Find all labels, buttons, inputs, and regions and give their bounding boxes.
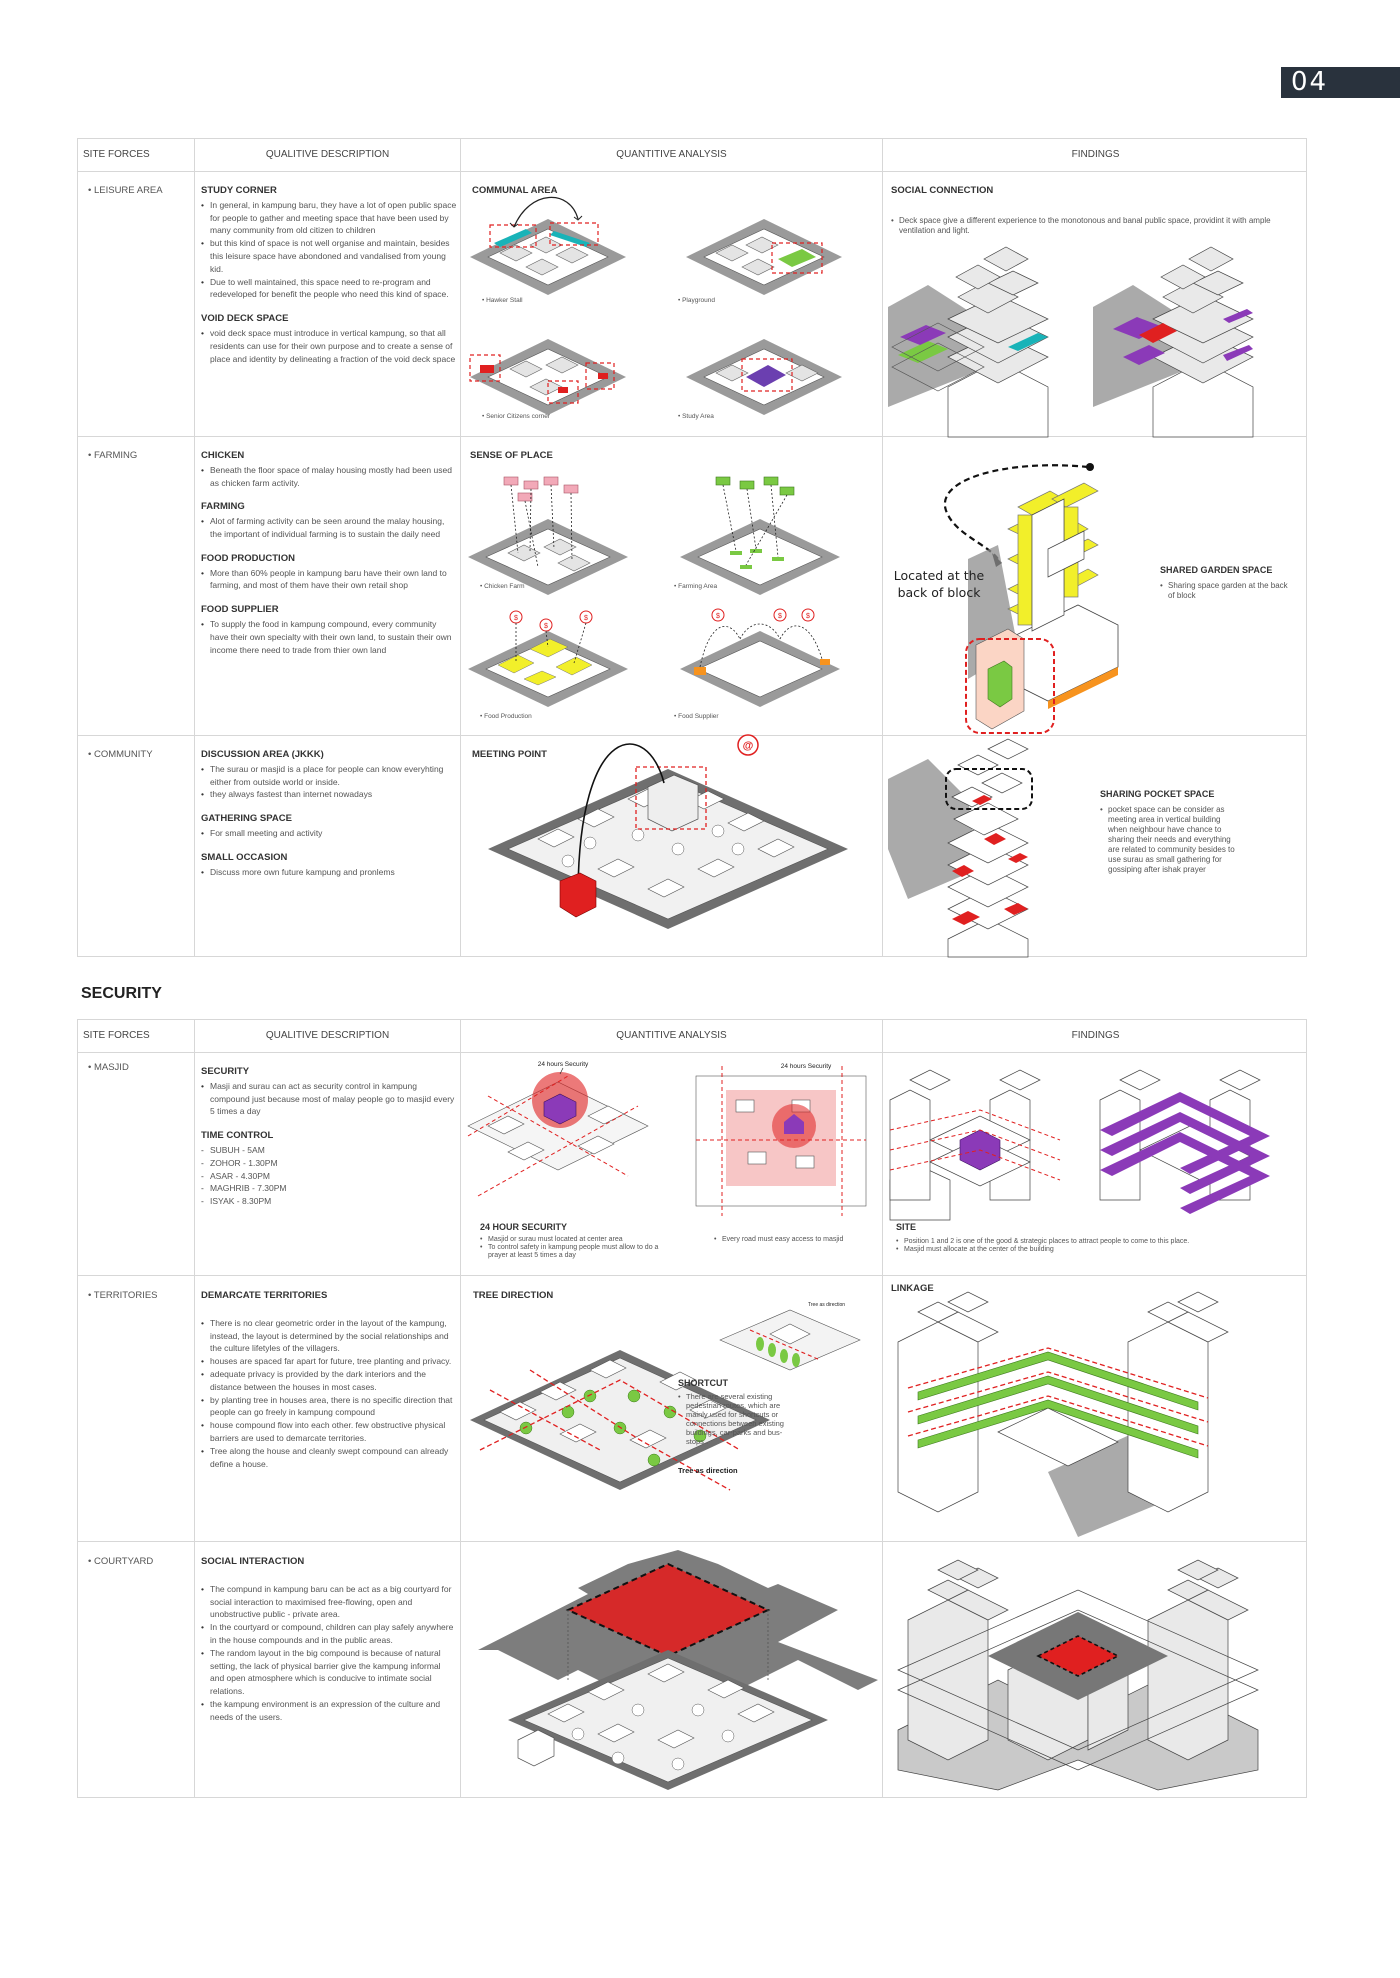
column-divider	[882, 1020, 883, 1797]
linkage-title: LINKAGE	[891, 1283, 934, 1294]
gathering-title: GATHERING SPACE	[201, 813, 292, 825]
hour-security-text: • Masjid or surau must located at center area • To control safety in kampung people must allow to do a prayer at least 5 times a day	[480, 1236, 670, 1260]
at-symbol: @	[742, 740, 754, 752]
list-item: • they always fastest than internet nowadays	[201, 788, 457, 801]
caption-study-area: • Study Area	[678, 413, 714, 420]
list-item: • Beneath the floor space of malay housing mostly had been used as chicken farm activity.	[201, 464, 457, 490]
header-quantitative: QUANTITIVE ANALYSIS	[616, 1030, 727, 1041]
list-item: • Tree along the house and cleanly swept compound can already define a house.	[201, 1445, 457, 1471]
row-divider	[78, 171, 1306, 172]
communal-area-title: COMMUNAL AREA	[472, 185, 558, 196]
courtyard-tower-diagram	[898, 1560, 1298, 1790]
territories-description	[201, 1290, 457, 1470]
site-force-courtyard: • COURTYARD	[88, 1556, 154, 1567]
road-access-text: • Every road must easy access to masjid	[714, 1236, 874, 1244]
header-findings: FINDINGS	[1071, 149, 1120, 160]
site-force-farming: • FARMING	[88, 450, 138, 461]
located-label: Located at the back of block	[893, 568, 985, 600]
site-title: SITE	[896, 1222, 917, 1232]
svg-text:$: $	[806, 613, 810, 620]
list-item: - SUBUH - 5AM	[201, 1144, 457, 1157]
site-force-territories: • TERRITORIES	[88, 1290, 158, 1301]
row-divider	[78, 1275, 1306, 1276]
list-item: • adequate privacy is provided by the dark interiors and the distance between the houses in most cases.	[201, 1368, 457, 1394]
header-site-forces: SITE FORCES	[83, 1030, 150, 1041]
list-item: • but this kind of space is not well organise and maintain, besides this leisure space have abondoned and vandalised from young kid.	[201, 237, 457, 275]
farming-description	[201, 450, 457, 656]
list-item: • Alot of farming activity can be seen around the malay housing, the important of individual farming is to sustain the daily need	[201, 515, 457, 541]
pocket-space-title: SHARING POCKET SPACE	[1100, 789, 1215, 799]
column-divider	[882, 139, 883, 956]
row-divider	[78, 1541, 1306, 1542]
void-deck-title: VOID DECK SPACE	[201, 313, 289, 325]
tag-24h-left: 24 hours Security	[537, 1061, 589, 1068]
security-title: SECURITY	[201, 1066, 250, 1077]
header-qualitative: QUALITIVE DESCRIPTION	[265, 149, 390, 160]
list-item: • houses are spaced far apart for future, tree planting and privacy.	[201, 1355, 457, 1368]
sense-of-place-title: SENSE OF PLACE	[470, 450, 553, 461]
list-item: • by planting tree in houses area, there is no specific direction that people can go freely in kampung compound	[201, 1394, 457, 1420]
list-item: • In the courtyard or compound, children can play safely anywhere in the house compounds and in the public areas.	[201, 1621, 457, 1647]
list-item: • house compound flow into each other. few obstructive physical barriers are used to demarcate territories.	[201, 1419, 457, 1445]
header-site-forces: SITE FORCES	[83, 149, 150, 160]
list-item: • More than 60% people in kampung baru have their own land to farming, and most of them have their own retail shop	[201, 567, 457, 593]
row-divider	[78, 1052, 1306, 1053]
svg-text:$: $	[584, 615, 588, 622]
discussion-title: DISCUSSION AREA (JKKK)	[201, 749, 324, 760]
courtyard-diagram	[478, 1550, 878, 1795]
list-item: - MAGHRIB - 7.30PM	[201, 1182, 457, 1195]
meeting-point-diagram	[478, 739, 878, 957]
social-connection-text: • Deck space give a different experience to the monotonous and banal public space, providint it with ample ventilation and light.	[891, 216, 1271, 236]
caption-senior-citizens: • Senior Citizens corner	[482, 413, 551, 420]
study-corner-title: STUDY CORNER	[201, 185, 277, 196]
caption-chicken-farm: • Chicken Farm	[480, 583, 525, 590]
tree-direction-diagram	[470, 1300, 880, 1530]
site-forces-table	[77, 138, 1307, 957]
page-number-tab: 04	[1281, 67, 1400, 98]
header-findings: FINDINGS	[1071, 1030, 1120, 1041]
tag-24h-right: 24 hours Security	[780, 1063, 832, 1070]
list-item: • There is no clear geometric order in the layout of the kampung, instead, the layout is determined by the social relationships and the culture lifetyles of the villagers.	[201, 1317, 457, 1355]
list-item: • For small meeting and activity	[201, 827, 457, 840]
masjid-description	[201, 1066, 457, 1208]
list-item: • Due to well maintained, this space need to re-program and redeveloped for benefit the people who need this kind of space.	[201, 276, 457, 302]
food-supplier-title: FOOD SUPPLIER	[201, 604, 279, 616]
svg-text:$: $	[544, 623, 548, 630]
list-item: • the kampung environment is an expression of the culture and needs of the users.	[201, 1698, 457, 1724]
column-divider	[194, 139, 195, 956]
site-diagram	[890, 1070, 1300, 1220]
security-section-title: SECURITY	[81, 985, 162, 1002]
communal-area-diagram	[470, 199, 880, 434]
shortcut-text: • There are several existing pedestrian routes, which are mainly used for shortcuts or connections between existing buildings, car-parks and bus-stops..	[678, 1392, 788, 1446]
demarcate-title: DEMARCATE TERRITORIES	[201, 1290, 328, 1301]
caption-playground: • Playground	[678, 297, 715, 304]
caption-food-production: • Food Production	[480, 713, 532, 720]
list-item: • The random layout in the big compound is because of natural setting, the lack of physical barrier give the kampung informal and open atmosphere which is conducive to intimate social relations.	[201, 1647, 457, 1698]
header-qualitative: QUALITIVE DESCRIPTION	[265, 1030, 390, 1041]
svg-text:$: $	[716, 613, 720, 620]
security-table	[77, 1019, 1307, 1798]
list-item: • Masji and surau can act as security control in kampung compound just because most of malay people go to masjid every 5 times a day	[201, 1080, 457, 1118]
leisure-description	[201, 185, 457, 365]
list-item: • The surau or masjid is a place for people can know everyhting either from outside world or inside.	[201, 763, 457, 789]
site-force-community: • COMMUNITY	[88, 749, 153, 760]
site-force-masjid: • MASJID	[88, 1062, 129, 1073]
column-divider	[460, 1020, 461, 1797]
social-interaction-title: SOCIAL INTERACTION	[201, 1556, 305, 1567]
security-diagram	[468, 1056, 878, 1231]
shared-garden-text: • Sharing space garden at the back of block	[1160, 581, 1290, 601]
svg-text:$: $	[778, 613, 782, 620]
caption-farming-area: • Farming Area	[674, 583, 718, 590]
list-item: • void deck space must introduce in vertical kampung, so that all residents can use for their own purpose and to create a sense of place and identity by delineating a fraction of the void deck space	[201, 327, 457, 365]
list-item: • To supply the food in kampung compound, every community have their own specialty with their own land, to sustain their own income there need to trade from thier own land	[201, 618, 457, 656]
svg-text:$: $	[514, 615, 518, 622]
pocket-space-text: • pocket space can be consider as meeting area in vertical building when neighbour have chance to sharing their needs and everything are related to community besides to use surau as small gathering for gossiping after ishak prayer	[1100, 805, 1238, 875]
row-divider	[78, 735, 1306, 736]
occasion-title: SMALL OCCASION	[201, 851, 288, 863]
community-description	[201, 749, 457, 878]
caption-food-supplier: • Food Supplier	[674, 713, 719, 720]
hour-security-title: 24 HOUR SECURITY	[480, 1222, 568, 1232]
tree-label-small: Tree as direction	[808, 1302, 846, 1308]
caption-hawker-stall: • Hawker Stall	[482, 297, 523, 304]
sense-of-place-diagram	[468, 469, 878, 729]
shared-garden-title: SHARED GARDEN SPACE	[1160, 565, 1273, 575]
social-connection-title: SOCIAL CONNECTION	[891, 185, 994, 196]
list-item: • The compund in kampung baru can be act as a big courtyard for social interaction to maximised free-flowing, open and unobstructive public - private area.	[201, 1583, 457, 1621]
pocket-space-diagram	[888, 739, 1308, 957]
site-text: • Position 1 and 2 is one of the good & strategic places to attract people to come to this place. • Masjid must allocate at the center of the building	[896, 1238, 1296, 1254]
list-item: - ZOHOR - 1.30PM	[201, 1157, 457, 1170]
farming-title: FARMING	[201, 501, 245, 513]
social-connection-diagram	[888, 237, 1308, 437]
linkage-diagram	[898, 1292, 1298, 1537]
tree-direction-title: TREE DIRECTION	[473, 1290, 554, 1301]
site-force-leisure: • LEISURE AREA	[88, 185, 163, 196]
food-production-title: FOOD PRODUCTION	[201, 552, 295, 564]
time-control-title: TIME CONTROL	[201, 1130, 274, 1142]
column-divider	[194, 1020, 195, 1797]
tree-direction-label: Tree as direction	[678, 1466, 738, 1475]
list-item: • In general, in kampung baru, they have a lot of open public space for people to gather and meeting space that have been used by many community from old citizen to children	[201, 199, 457, 237]
chicken-title: CHICKEN	[201, 450, 245, 461]
header-quantitative: QUANTITIVE ANALYSIS	[616, 149, 727, 160]
list-item: • Discuss more own future kampung and pronlems	[201, 866, 457, 879]
list-item: - ASAR - 4.30PM	[201, 1170, 457, 1183]
list-item: - ISYAK - 8.30PM	[201, 1195, 457, 1208]
shortcut-title: SHORTCUT	[678, 1378, 728, 1388]
courtyard-description	[201, 1556, 457, 1724]
meeting-point-title: MEETING POINT	[472, 749, 547, 760]
column-divider	[460, 139, 461, 956]
